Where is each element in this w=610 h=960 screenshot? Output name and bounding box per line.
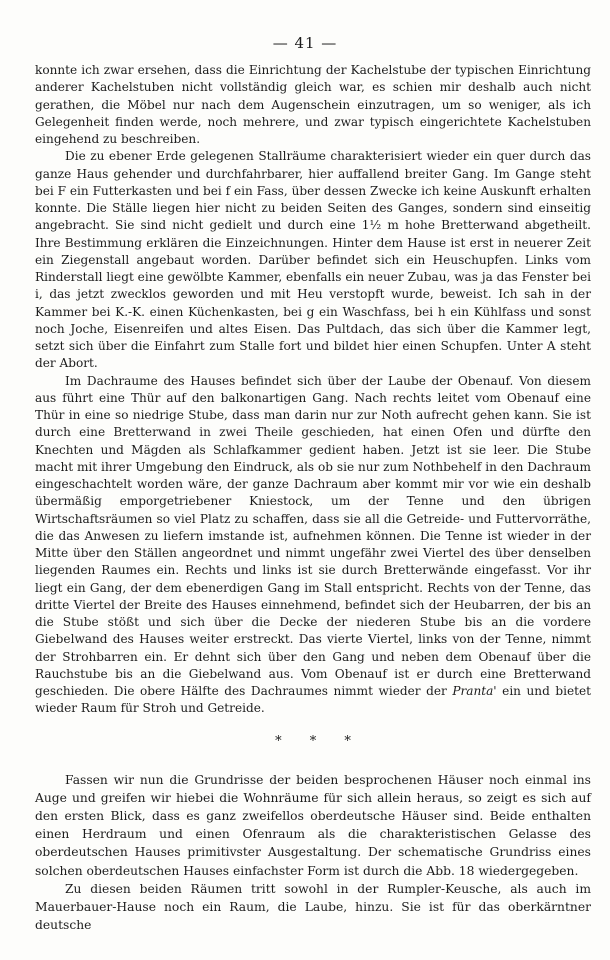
page-number: — 41 — [272, 34, 338, 52]
paragraph-dachraum-end: ein und bietet wieder Raum für Stroh und Getreide. [35, 684, 591, 716]
paragraph-continuation: konnte ich zwar ersehen, dass die Einrichtung der Kachelstube der typischen Einrichtung anderer Kachelstuben nicht vollständig gleich war, es schien mir deshalb auch nicht gerathen, die Möbel nur nach dem Augenschein einzutragen, um so weniger, als ich Gelegenheit finden werde, noch mehrere, und zwar typisch eingerichtete Kachelstuben eingehend zu beschreiben. [35, 63, 591, 146]
body-text [35, 62, 591, 934]
section-divider: * * * [275, 733, 363, 749]
paragraph-dachraum [35, 373, 591, 718]
paragraph-grundrisse: Fassen wir nun die Grundrisse der beiden besprochenen Häuser noch einmal ins Auge und greifen wir hiebei die Wohnräume für sich allein heraus, so zeigt es sich auf den ersten Blick, dass es ganz zweifellos oberdeutsche Häuser sind. Beide enthalten einen Herdraum und einen Ofenraum als die charakteristischen Gelasse des oberdeutschen Hauses primitivster Ausgestaltung. Der schematische Grundriss eines solchen oberdeutschen Hauses einfachster Form ist durch die Abb. 18 wiedergegeben. [35, 772, 591, 878]
paragraph-dachraum-text: Im Dachraume des Hauses befindet sich über der Laube der Obenauf. Von diesem aus führt eine Thür auf den balkonartigen Gang. Nach rechts leitet vom Obenauf eine Thür in eine so niedrige Stube, dass man darin nur zur Noth aufrecht gehen kann. Sie ist durch eine Bretterwand in zwei Theile geschieden, hat einen Ofen und dürfte den Knechten und Mägden als Schlafkammer gedient haben. Jetzt ist sie leer. Die Stube macht mit ihrer Umgebung den Eindruck, als ob sie nur zum Nothbehelf in den Dachraum eingeschachtelt worden wäre, der ganze Dachraum aber kommt mir vor wie ein deshalb übermäßig emporgetriebener Kniestock, um der Tenne und den übrigen Wirtschaftsräumen so viel Platz zu schaffen, dass sie all die Getreide- und Futtervorräthe, die das Anwesen zu liefern imstande ist, aufnehmen können. Die Tenne ist wieder in der Mitte über den Ställen angeordnet und nimmt ungefähr zwei Viertel des über denselben liegenden Raumes ein. Rechts und links ist sie durch Bretterwände eingefasst. Vor ihr liegt ein Gang, der dem ebenerdigen Gang im Stall entspricht. Rechts von der Tenne, das dritte Viertel der Breite des Hauses einnehmend, befindet sich der Heubarren, der bis an die Stube stößt und sich über die Decke der niederen Stube bis an die vordere Giebelwand des Hauses weiter erstreckt. Das vierte Viertel, links von der Tenne, nimmt der Strohbarren ein. Er dehnt sich über den Gang und neben dem Obenauf über die Rauchstube bis an die Giebelwand aus. Vom Obenauf ist er durch eine Bretterwand geschieden. Die obere Hälfte des Dachraumes nimmt wieder der [35, 373, 591, 698]
term-pranta: Pranta' [452, 684, 497, 698]
paragraph-laube: Zu diesen beiden Räumen tritt sowohl in der Rumpler-Keusche, als auch im Mauerbauer-Hause noch ein Raum, die Laube, hinzu. Sie ist für das oberkärntner deutsche [35, 881, 591, 933]
paragraph-stallraeume: Die zu ebener Erde gelegenen Stallräume charakterisiert wieder ein quer durch das ganze Haus gehender und durchfahrbarer, hier auffallend breiter Gang. Im Gange steht bei F ein Futterkasten und bei f ein Fass, über dessen Zwecke ich keine Auskunft erhalten konnte. Die Ställe liegen hier nicht zu beiden Seiten des Ganges, sondern sind einseitig angebracht. Sie sind nicht gedielt und durch eine 1½ m hohe Bretterwand abgetheilt. Ihre Bestimmung erklären die Einzeichnungen. Hinter dem Hause ist erst in neuerer Zeit ein Ziegenstall angebaut worden. Darüber befindet sich ein Heuschupfen. Links vom Rinderstall liegt eine gewölbte Kammer, ebenfalls ein neuer Zubau, was ja das Fenster bei i, das jetzt zwecklos geworden und mit Heu verstopft wurde, beweist. Ich sah in der Kammer bei K.-K. einen Küchenkasten, bei g ein Waschfass, bei h ein Kühlfass und sonst noch Joche, Eisenreifen und altes Eisen. Das Pultdach, das sich über die Kammer legt, setzt sich über die Einfahrt zum Stalle fort und bildet hier einen Schupfen. Unter A steht der Abort. [35, 149, 591, 371]
